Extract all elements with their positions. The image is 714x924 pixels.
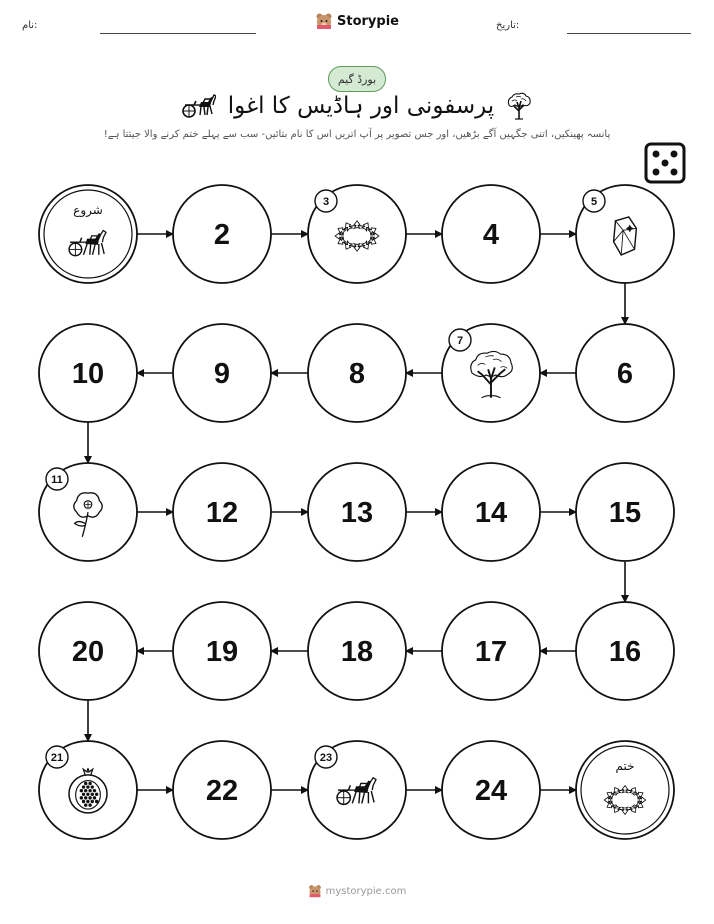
board-cell-21 (39, 741, 137, 839)
board-cell-10 (39, 324, 137, 422)
cell-number: 3 (322, 196, 330, 208)
board-cell-6 (576, 324, 674, 422)
footer-url: mystorypie.com (325, 885, 407, 897)
cell-number: 4 (482, 219, 500, 251)
cell-number: 17 (474, 636, 508, 668)
cell-number: 20 (71, 636, 105, 668)
board-cell-4 (442, 185, 540, 283)
cell-number: 13 (340, 497, 374, 529)
board-cell-3 (308, 185, 406, 283)
board-cell-2 (173, 185, 271, 283)
cell-number: 5 (590, 196, 598, 208)
end-label: ختم (615, 759, 635, 773)
board-cell-16 (576, 602, 674, 700)
page-title: پرسفونی اور ہاڈیس کا اغوا (227, 93, 495, 119)
cell-number: 19 (205, 636, 239, 668)
bear-logo-icon (308, 884, 322, 898)
date-label: تاریخ: (496, 20, 520, 31)
board-game-badge: بورڈ گیم (328, 66, 386, 92)
board-cell-13 (308, 463, 406, 561)
board-cell-9 (173, 324, 271, 422)
board-cell-24 (442, 741, 540, 839)
cell-number: 6 (616, 358, 634, 390)
cell-number: 23 (319, 752, 333, 764)
start-label: شروع (73, 203, 103, 217)
cell-number: 11 (51, 474, 63, 486)
cell-number: 21 (50, 752, 64, 764)
board-cell-1 (39, 185, 137, 283)
cell-number: 10 (71, 358, 105, 390)
instructions: پانسہ پھینکیں، اتنی جگہیں آگے بڑھیں، اور جس تصویر پر آپ اتریں اس کا نام بتائیں- سب سے پہلے ختم کرنے والا جیتتا ہے! (103, 129, 611, 140)
cell-number: 14 (474, 497, 508, 529)
brand-name: Storypie (337, 13, 399, 29)
cell-number: 9 (213, 358, 231, 390)
footer (0, 884, 714, 898)
cell-number: 8 (348, 358, 366, 390)
board-cell-12 (173, 463, 271, 561)
cell-number: 16 (608, 636, 642, 668)
board-cell-11 (39, 463, 137, 561)
cell-number: 15 (608, 497, 642, 529)
cell-number: 18 (340, 636, 374, 668)
cell-number: 2 (213, 219, 231, 251)
board-cell-14 (442, 463, 540, 561)
cell-number: 24 (474, 775, 508, 807)
name-label: نام: (22, 20, 38, 31)
cell-number: 7 (456, 335, 464, 347)
board-cell-8 (308, 324, 406, 422)
board-cell-15 (576, 463, 674, 561)
board-cell-17 (442, 602, 540, 700)
board-cell-7 (442, 324, 540, 422)
board-cell-20 (39, 602, 137, 700)
board-cell-18 (308, 602, 406, 700)
board-cell-22 (173, 741, 271, 839)
cell-number: 12 (205, 497, 239, 529)
board-cell-19 (173, 602, 271, 700)
cell-number: 22 (205, 775, 239, 807)
